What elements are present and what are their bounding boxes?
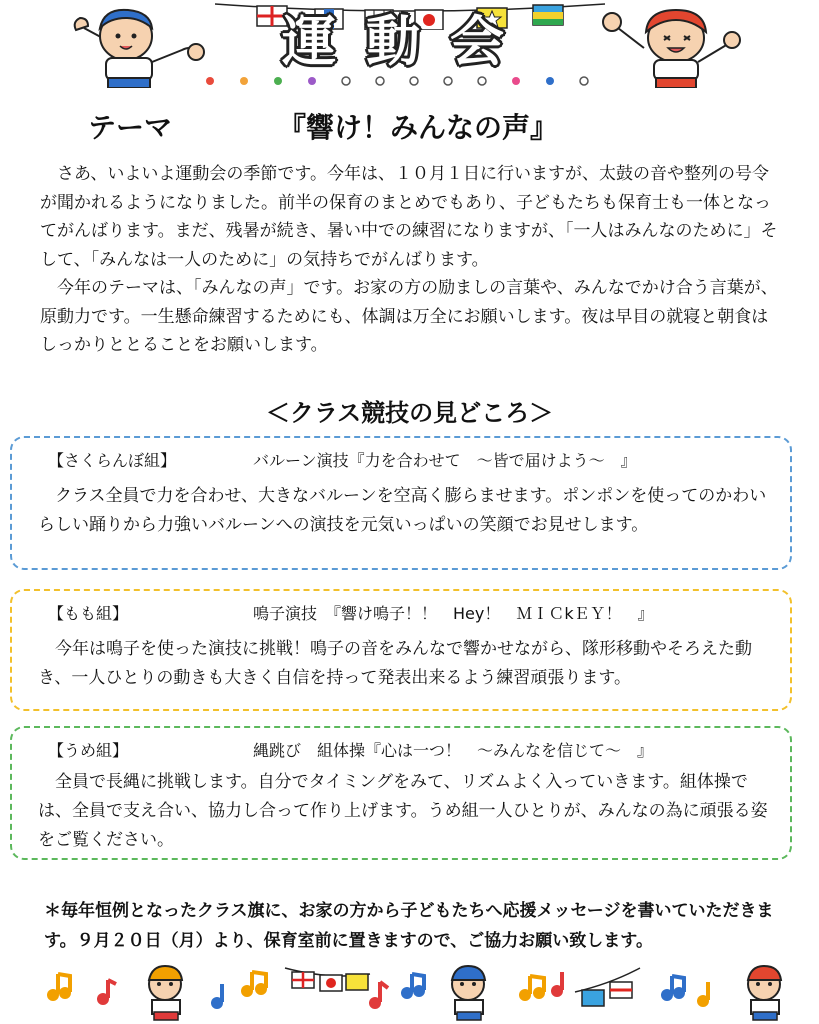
class-box-ume xyxy=(10,726,792,860)
music-note-icon xyxy=(47,974,71,1001)
class-name: 【さくらんぼ組】 xyxy=(48,451,177,470)
intro-paragraph: 今年のテーマは、「みんなの声」です。お家の方の励ましの言葉や、みんなでかけ合う言葉が、原動力です。一生懸命練習するためにも、体調は万全にお願いします。夜は早目の就寝と朝食はしっかりととることをお願いします。 xyxy=(40,278,778,355)
class-header xyxy=(48,738,653,764)
class-box-momo xyxy=(10,589,792,711)
class-name: 【もも組】 xyxy=(48,604,129,623)
theme-label: テーマ xyxy=(88,111,173,144)
page-title: 運動会 xyxy=(282,9,534,73)
footer-note-text: ＊毎年恒例となったクラス旗に、お家の方から子どもたちへ応援メッセージを書いていただきます。９月２０日（月）より、保育室前に置きますので、ご協力お願い致します。 xyxy=(44,901,774,951)
class-description-wrap xyxy=(38,635,768,693)
class-description: 全員で長縄に挑戦します。自分でタイミングをみて、リズムよく入っていきます。組体操では、全員で支え合い、協力し合って作り上げます。うめ組一人ひとりが、みんなの為に頑張る姿をご覧ください。 xyxy=(38,772,768,850)
footer-note xyxy=(44,896,784,956)
child-runner-icon xyxy=(70,4,210,88)
class-description: 今年は鳴子を使った演技に挑戦！鳴子の音をみんなで響かせながら、隊形移動やそろえた動き、一人ひとりの動きも大きく自信を持って発表出来るよう練習頑張ります。 xyxy=(38,639,752,688)
class-event: 縄跳び 組体操『心は一つ！ ～みんなを信じて～ 』 xyxy=(253,741,654,760)
class-box-sakuranbo xyxy=(10,436,792,570)
intro-text xyxy=(40,160,780,360)
class-event: バルーン演技『力を合わせて ～皆で届けよう～ 』 xyxy=(253,451,637,470)
music-notes-children-flags xyxy=(40,962,800,1022)
intro-paragraph: さあ、いよいよ運動会の季節です。今年は、１０月１日に行いますが、太鼓の音や整列の号令が聞かれるようになりました。前半の保育のまとめでもあり、子どもたちも保育士も一体となってがんばります。まだ、残暑が続き、暑い中での練習になりますが、「一人はみんなのために」そして、「みんなは一人のために」の気持ちでがんばります。 xyxy=(40,164,778,270)
class-header xyxy=(48,448,637,474)
class-header xyxy=(48,601,654,627)
class-name: 【うめ組】 xyxy=(48,741,129,760)
child-cheering-icon xyxy=(600,4,750,88)
class-description-wrap xyxy=(38,768,768,855)
class-description: クラス全員で力を合わせ、大きなバルーンを空高く膨らませます。ポンポンを使ってのかわいらしい踊りから力強いバルーンへの演技を元気いっぱいの笑顔でお見せします。 xyxy=(38,486,767,535)
class-event: 鳴子演技 『響け鳴子！！ Hey！ ＭＩＣkＥＹ！ 』 xyxy=(253,604,654,623)
theme-line xyxy=(88,108,708,148)
theme-text: 『響け！みんなの声』 xyxy=(278,111,559,144)
class-description-wrap xyxy=(38,482,768,540)
colored-dots xyxy=(200,74,620,88)
section-heading: ＜クラス競技の見どころ＞ xyxy=(265,399,554,427)
